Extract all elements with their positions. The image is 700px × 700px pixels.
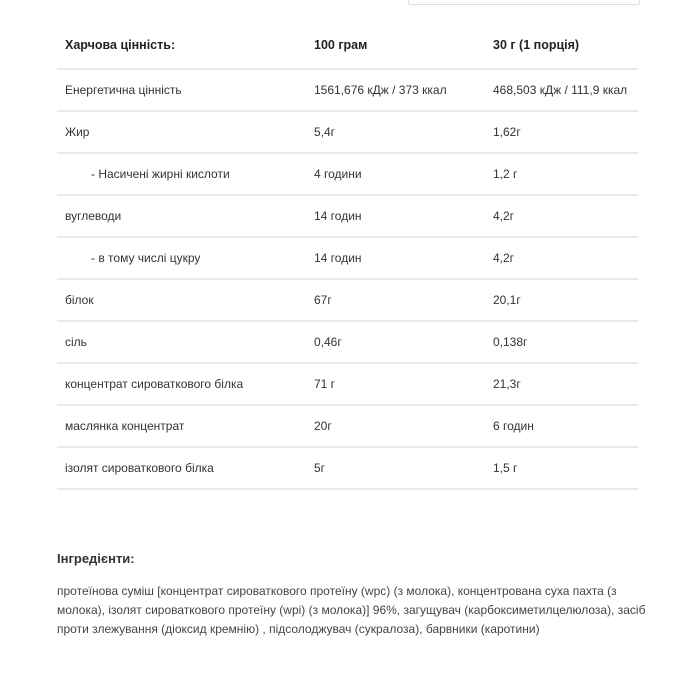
nutrient-name: концентрат сироваткового білка [57, 363, 306, 405]
value-serving: 1,5 г [485, 447, 638, 489]
value-serving: 21,3г [485, 363, 638, 405]
nutrient-name: Жир [57, 111, 306, 153]
table-row [57, 447, 638, 489]
table-row [57, 363, 638, 405]
table-row [57, 405, 638, 447]
value-100g: 5г [306, 447, 485, 489]
nutrient-name: маслянка концентрат [57, 405, 306, 447]
value-100g: 67г [306, 279, 485, 321]
nutrient-name: - Насичені жирні кислоти [57, 153, 306, 195]
table-row [57, 153, 638, 195]
nutrient-name: - в тому числі цукру [57, 237, 306, 279]
value-serving: 4,2г [485, 237, 638, 279]
table-row [57, 279, 638, 321]
nutrition-table [57, 22, 638, 490]
value-100g: 4 години [306, 153, 485, 195]
table-header [57, 22, 638, 69]
header-100g: 100 грам [306, 22, 485, 69]
value-serving: 6 годин [485, 405, 638, 447]
value-100g: 20г [306, 405, 485, 447]
value-serving: 1,2 г [485, 153, 638, 195]
header-serving: 30 г (1 порція) [485, 22, 638, 69]
value-100g: 1561,676 кДж / 373 ккал [306, 69, 485, 111]
value-100g: 0,46г [306, 321, 485, 363]
table-row [57, 195, 638, 237]
value-100g: 71 г [306, 363, 485, 405]
value-100g: 14 годин [306, 195, 485, 237]
top-box [408, 0, 640, 5]
ingredients-title: Інгредієнти: [57, 551, 135, 566]
header-nutrition: Харчова цінність: [57, 22, 306, 69]
nutrient-name: білок [57, 279, 306, 321]
table-row [57, 69, 638, 111]
table-row [57, 321, 638, 363]
table-row [57, 237, 638, 279]
value-100g: 5,4г [306, 111, 485, 153]
value-serving: 20,1г [485, 279, 638, 321]
value-serving: 4,2г [485, 195, 638, 237]
ingredients-text: протеїнова суміш [концентрат сироваткового протеїну (wpc) (з молока), концентрована суха пахта (з молока), ізолят сироваткового протеїну (wpi) (з молока)] 96%, загущувач (карбоксиметилцелюлоза), засіб проти злежування (діоксид кремнію) , підсолоджувач (сукралоза), барвники (каротини) [57, 584, 646, 636]
nutrient-name: вуглеводи [57, 195, 306, 237]
nutrient-name: Енергетична цінність [57, 69, 306, 111]
value-serving: 1,62г [485, 111, 638, 153]
table-row [57, 111, 638, 153]
nutrient-name: ізолят сироваткового білка [57, 447, 306, 489]
value-serving: 0,138г [485, 321, 638, 363]
value-serving: 468,503 кДж / 111,9 ккал [485, 69, 638, 111]
nutrient-name: сіль [57, 321, 306, 363]
value-100g: 14 годин [306, 237, 485, 279]
